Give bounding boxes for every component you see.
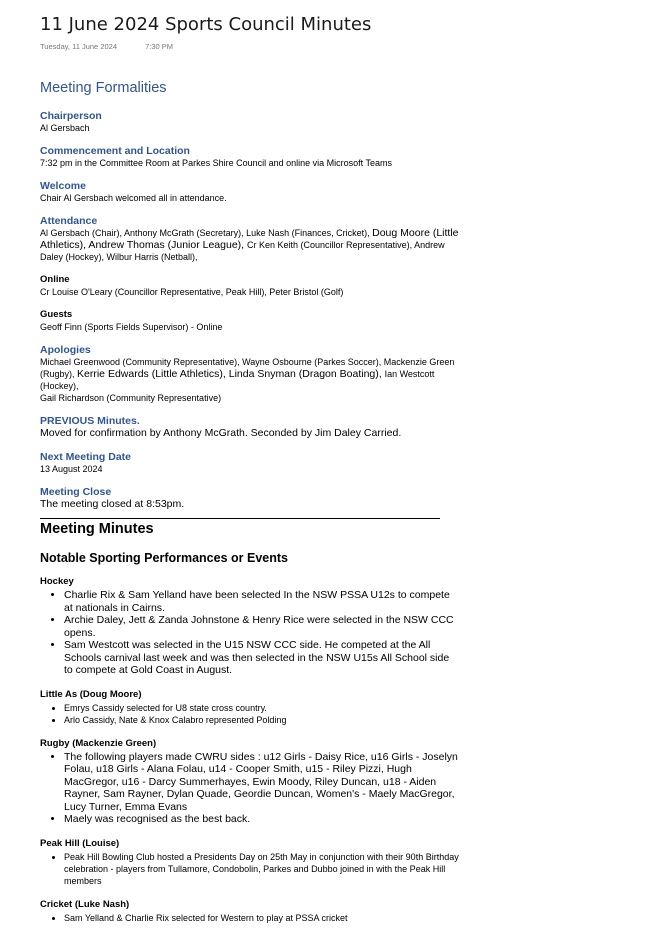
next-meeting-block	[40, 451, 460, 475]
next-meeting-text: 13 August 2024	[40, 464, 103, 474]
page-title: 11 June 2024 Sports Council Minutes	[40, 14, 372, 35]
meeting-close-text: The meeting closed at 8:53pm.	[40, 498, 185, 510]
apologies-text-part2: Kerrie Edwards (Little Athletics), Linda Snyman (Dragon Boating),	[77, 368, 385, 380]
online-text: Cr Louise O'Leary (Councillor Representative, Peak Hill), Peter Bristol (Golf)	[40, 287, 344, 297]
hockey-label: Hockey	[40, 576, 74, 587]
chairperson-text: Al Gersbach	[40, 123, 90, 133]
welcome-text: Chair Al Gersbach welcomed all in attendance.	[40, 193, 227, 203]
list-item: • Arlo Cassidy, Nate & Knox Calabro represented Polding	[64, 714, 460, 726]
apologies-text-part3: Ian Westcott (Hockey),	[40, 369, 435, 391]
online-block	[40, 274, 460, 298]
welcome-label: Welcome	[40, 180, 86, 192]
list-item: • Sam Yelland & Charlie Rix selected for Western to play at PSSA cricket	[64, 912, 460, 924]
rugby-list	[40, 751, 460, 826]
document-body	[40, 80, 460, 936]
list-item: • Charlie Rix & Sam Yelland have been selected In the NSW PSSA U12s to compete at nationals in Cairns.	[64, 589, 460, 614]
formalities-heading: Meeting Formalities	[40, 80, 167, 96]
peak-hill-label: Peak Hill (Louise)	[40, 837, 120, 849]
attendance-text	[40, 227, 460, 263]
apologies-text-part4: Gail Richardson (Community Representative)	[40, 393, 222, 403]
list-item: • Maely was recognised as the best back.	[64, 813, 460, 826]
hockey-list	[40, 589, 460, 677]
attendance-label: Attendance	[40, 215, 98, 227]
welcome-block	[40, 180, 460, 204]
guests-label: Guests	[40, 309, 73, 320]
guests-text: Geoff Finn (Sports Fields Supervisor) - Online	[40, 322, 223, 332]
previous-minutes-text: Moved for confirmation by Anthony McGrath. Seconded by Jim Daley Carried.	[40, 427, 402, 439]
next-meeting-label: Next Meeting Date	[40, 451, 132, 463]
attendance-block	[40, 215, 460, 263]
cricket-list	[40, 912, 460, 924]
list-item: • Sam Westcott was selected in the U15 NSW CCC side. He competed at the All Schools carnival last week and was then selected in the NSW U15s All School side to compete at Gold Coast in August.	[64, 639, 460, 677]
attendance-text-part2: Doug Moore (Little Athletics), Andrew Thomas (Junior League),	[40, 227, 459, 251]
location-text: 7:32 pm in the Committee Room at Parkes Shire Council and online via Microsoft Teams	[40, 158, 392, 168]
apologies-text	[40, 356, 460, 404]
apologies-label: Apologies	[40, 344, 91, 356]
online-label: Online	[40, 274, 70, 285]
chairperson-block	[40, 110, 460, 134]
attendance-text-part1: Al Gersbach (Chair), Anthony McGrath (Secretary), Luke Nash (Finances, Cricket),	[40, 228, 373, 238]
guests-block	[40, 309, 460, 333]
attendance-text-part3: Cr Ken Keith (Councillor Representative), Andrew Daley (Hockey), Wilbur Harris (Netball),	[40, 240, 445, 262]
meeting-time: 7:30 PM	[145, 42, 174, 51]
notable-performances-heading: Notable Sporting Performances or Events	[40, 551, 288, 565]
list-item: • Archie Daley, Jett & Zanda Johnstone & Henry Rice were selected in the NSW CCC opens.	[64, 614, 460, 639]
list-item: • The following players made CWRU sides : u12 Girls - Daisy Rice, u16 Girls - Joselyn Folau, u18 Girls - Alana Folau, u14 - Cooper Smith, u15 - Riley Pizzi, Hugh MacGregor, u16 - Darcy Summerhayes, Ewin Moody, Riley Duncan, u18 - Aiden Rayner, Sam Rayner, Dylan Quade, Geordie Duncan, Women's - Maely MacGregor, Lucy Turner, Emma Evans	[64, 751, 460, 814]
little-as-list	[40, 702, 460, 726]
meeting-meta	[40, 42, 199, 51]
cricket-label: Cricket (Luke Nash)	[40, 898, 130, 910]
minutes-heading: Meeting Minutes	[40, 521, 154, 537]
chairperson-label: Chairperson	[40, 110, 102, 122]
location-block	[40, 145, 460, 169]
previous-minutes-block	[40, 415, 460, 440]
list-item: • Emrys Cassidy selected for U8 state cross country.	[64, 702, 460, 714]
list-item: • Peak Hill Bowling Club hosted a Presidents Day on 25th May in conjunction with their 90th Birthday celebration - players from Tullamore, Condobolin, Parkes and Dubbo joined in with the Peak Hill members	[64, 851, 460, 887]
little-as-label: Little As (Doug Moore)	[40, 688, 142, 700]
meeting-close-block	[40, 486, 460, 511]
apologies-block	[40, 344, 460, 404]
section-divider	[40, 518, 440, 519]
apologies-text-part1: Michael Greenwood (Community Representative), Wayne Osbourne (Parkes Soccer), Mackenzie Green (Rugby),	[40, 357, 455, 379]
meeting-close-label: Meeting Close	[40, 486, 112, 498]
rugby-label: Rugby (Mackenzie Green)	[40, 737, 157, 749]
peak-hill-list	[40, 851, 460, 887]
location-label: Commencement and Location	[40, 145, 190, 157]
meeting-date: Tuesday, 11 June 2024	[40, 42, 117, 51]
previous-minutes-label: PREVIOUS Minutes.	[40, 415, 140, 427]
